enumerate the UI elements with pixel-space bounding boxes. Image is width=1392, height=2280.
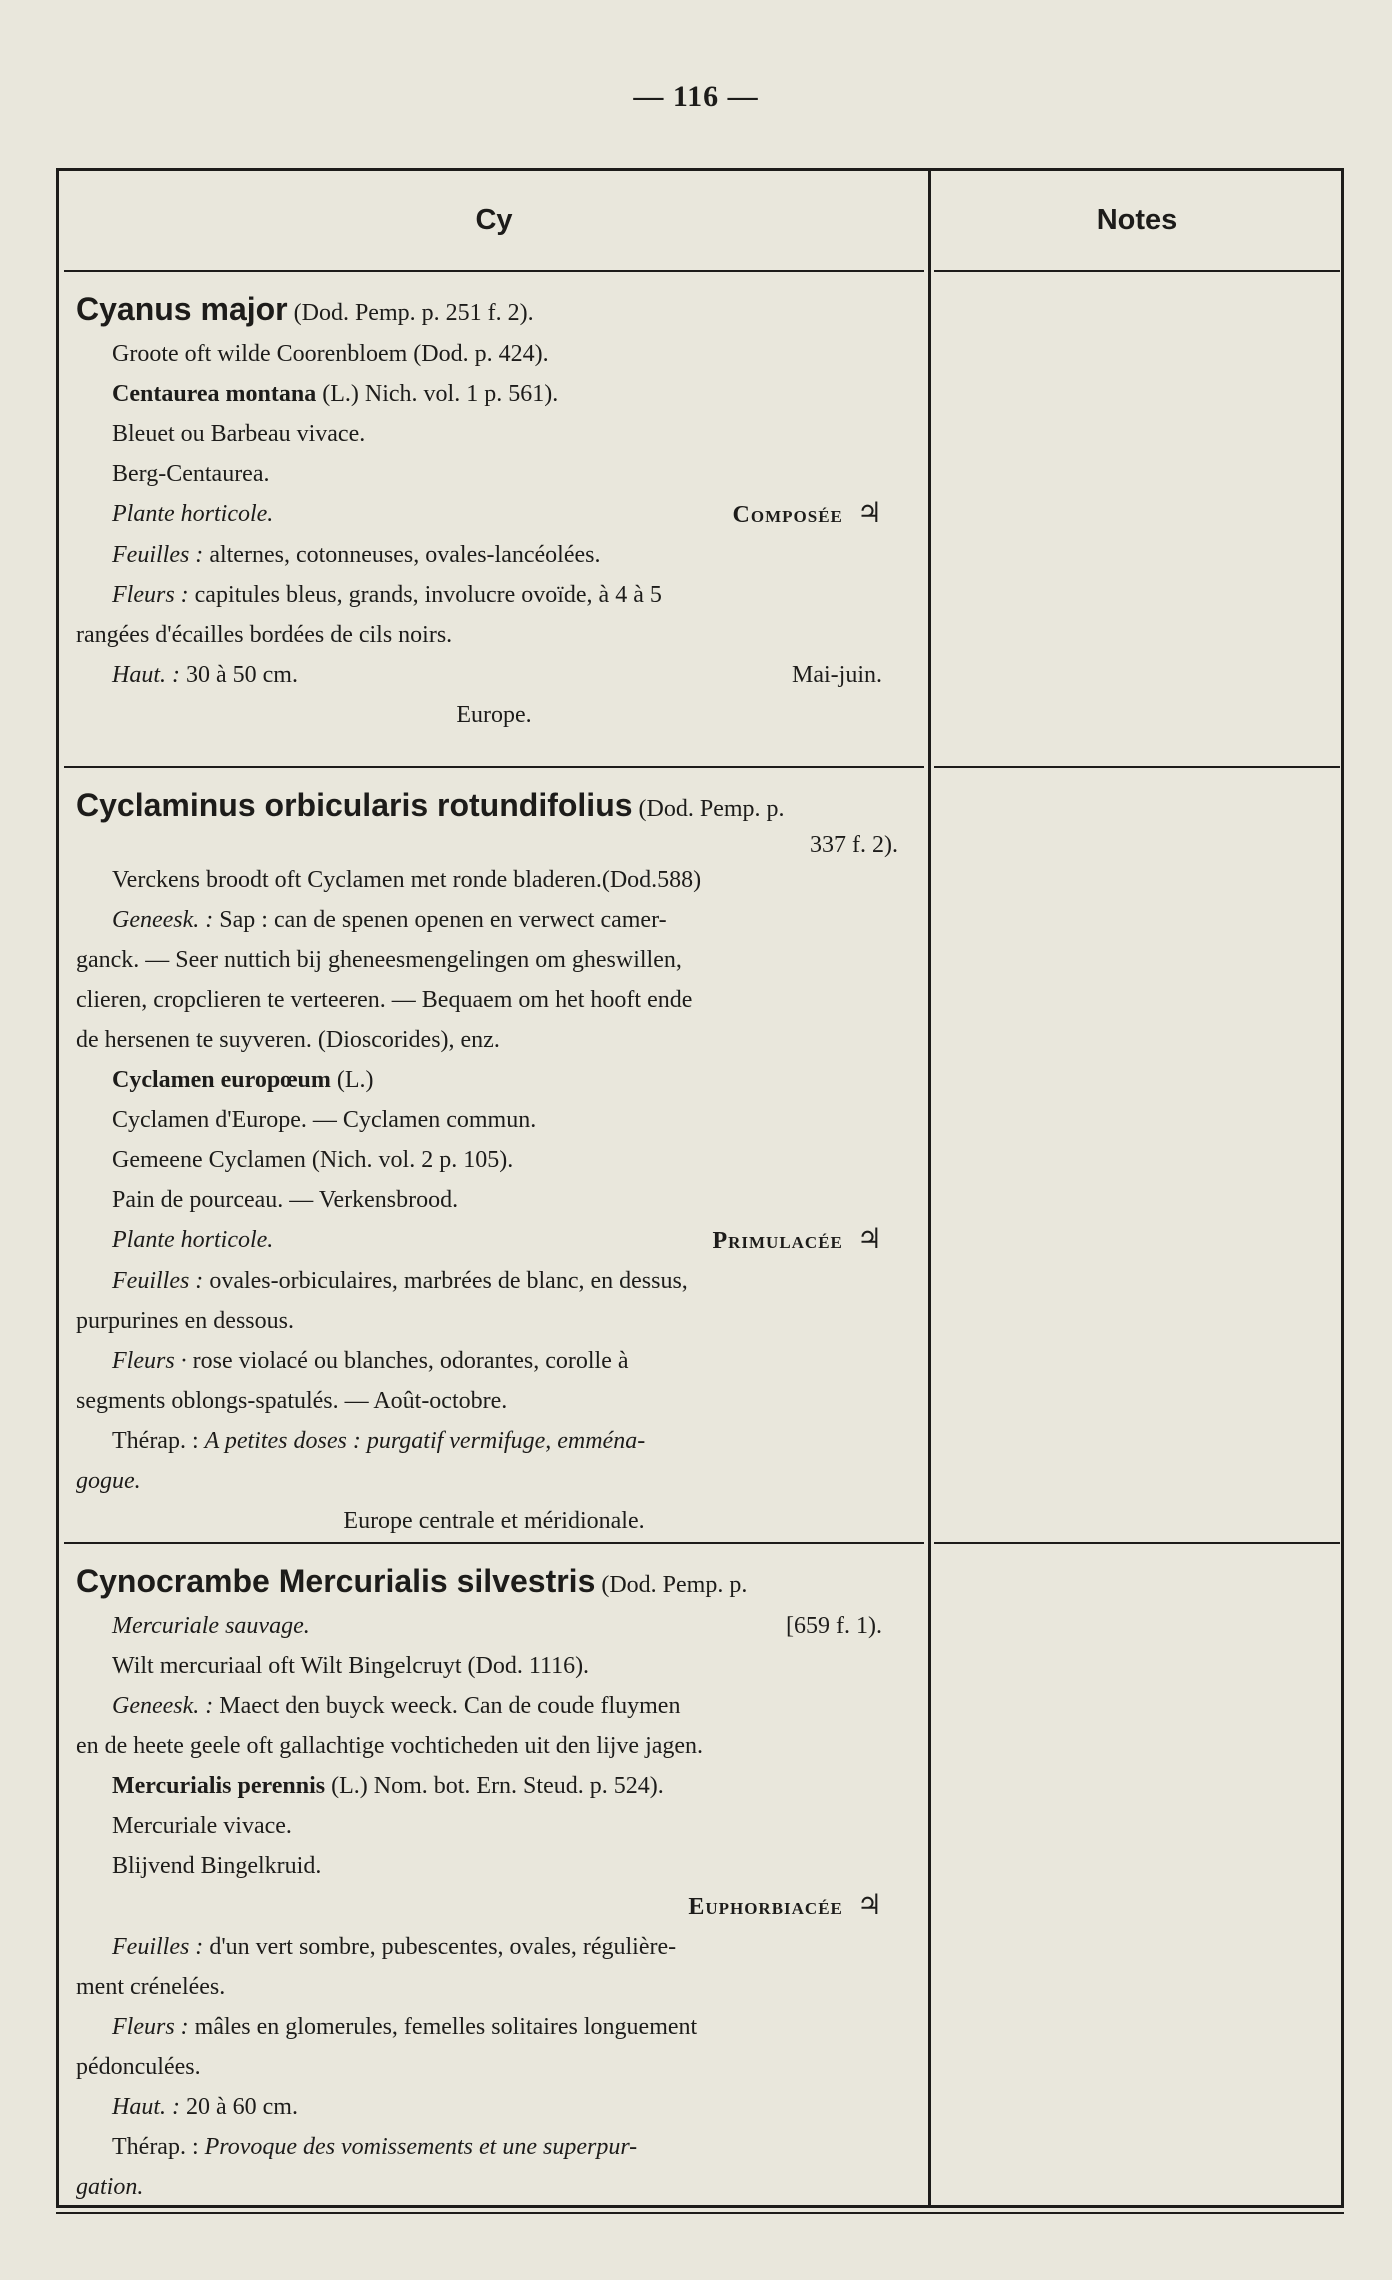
region: Europe. [456, 702, 532, 728]
dodoens-ref: (Dod. Pemp. p. 251 f. 2). [293, 300, 534, 326]
therapy-line-2: gation. [76, 2174, 144, 2200]
leaves-text: ovales-orbiculaires, marbrées de blanc, en dessus, [209, 1268, 688, 1294]
medicinal-line-2: en de heete geele oft gallachtige vochticheden uit den lijve jagen. [76, 1733, 704, 1759]
local-name: Berg-Centaurea. [112, 461, 270, 487]
medicinal-label: Geneesk. : [112, 1693, 214, 1719]
synonym-ref: (L.) Nich. vol. 1 p. 561). [322, 381, 559, 407]
entries-column [64, 170, 924, 2204]
medicinal-line-4: de hersenen te suyveren. (Dioscorides), enz. [76, 1027, 500, 1053]
height-text: 30 à 50 cm. [186, 662, 298, 688]
therapy-text: Provoque des vomissements et une superpur- [204, 2134, 638, 2160]
family-name: Euphorbiacée [688, 1894, 843, 1920]
column-header-notes: Notes [934, 170, 1340, 272]
therapy-label: Thérap. : [112, 2134, 199, 2160]
genus-name: Cynocrambe Mercurialis silvestris [76, 1563, 596, 1599]
column-header-cy: Cy [64, 170, 924, 272]
perennial-symbol: ♃ [856, 1890, 882, 1921]
medicinal-line-2: ganck. — Seer nuttich bij gheneesmengelingen om gheswillen, [76, 947, 682, 973]
perennial-symbol: ♃ [856, 1224, 882, 1255]
genus-name: Cyclaminus orbicularis rotundifolius [76, 787, 633, 823]
flowers-text: capitules bleus, grands, involucre ovoïde, à 4 à 5 [194, 582, 662, 608]
flowers-label: Fleurs : [112, 582, 189, 608]
common-name-2: Blijvend Bingelkruid. [112, 1853, 322, 1879]
height-text: 20 à 60 cm. [186, 2094, 298, 2120]
flowers-line-2: rangées d'écailles bordées de cils noirs. [76, 622, 453, 648]
therapy-line [76, 2127, 912, 2167]
entry-title [76, 1560, 912, 1606]
family-row [76, 1886, 912, 1927]
plant-type-row [76, 494, 912, 535]
height-line [76, 2087, 912, 2127]
flowers-line [76, 575, 912, 615]
medicinal-line [76, 900, 912, 940]
common-name-1: Mercuriale vivace. [112, 1813, 292, 1839]
synonym-line [76, 1060, 912, 1100]
dutch-name: Groote oft wilde Coorenbloem (Dod. p. 424). [112, 341, 549, 367]
leaves-line [76, 1261, 912, 1301]
flowers-text: mâles en glomerules, femelles solitaires longuement [194, 2014, 698, 2040]
synonym-ref: (L.) [336, 1067, 374, 1093]
leaves-label: Feuilles : [112, 1268, 204, 1294]
entry-title [76, 288, 912, 334]
genus-name: Cyanus major [76, 291, 288, 327]
flowers-label: Fleurs : [112, 2014, 189, 2040]
dutch-name: Verckens broodt oft Cyclamen met ronde bladeren.(Dod.588) [112, 867, 702, 893]
notes-cell-3 [934, 1544, 1340, 2204]
family-group [733, 494, 882, 535]
perennial-symbol: ♃ [856, 498, 882, 529]
height-row [76, 655, 912, 695]
french-name: Mercuriale sauvage. [112, 1613, 310, 1639]
leaves-line-2: ment crénelées. [76, 1974, 226, 2000]
dutch-name: Wilt mercuriaal oft Wilt Bingelcruyt (Dod. 1116). [112, 1653, 590, 1679]
medicinal-text: Maect den buyck weeck. Can de coude fluymen [219, 1693, 681, 1719]
therapy-label: Thérap. : [112, 1428, 199, 1454]
notes-cell-1 [934, 272, 1340, 768]
common-name-2: Gemeene Cyclamen (Nich. vol. 2 p. 105). [112, 1147, 514, 1173]
entry-cyanus-major [64, 272, 924, 768]
french-name: Bleuet ou Barbeau vivace. [112, 421, 366, 447]
synonym-name: Centaurea montana [112, 381, 317, 407]
dodoens-ref-cont: 337 f. 2). [810, 832, 898, 858]
synonym-ref: (L.) Nom. bot. Ern. Steud. p. 524). [331, 1773, 664, 1799]
medicinal-text: Sap : can de spenen openen en verwect camer- [219, 907, 667, 933]
flowers-line [76, 1341, 912, 1381]
flowers-line [76, 2007, 912, 2047]
column-divider [928, 168, 931, 2208]
flowering-period: Mai-juin. [792, 662, 882, 688]
leaves-text: alternes, cotonneuses, ovales-lancéolées. [209, 542, 601, 568]
plant-type: Plante horticole. [112, 1227, 274, 1253]
notes-column [934, 170, 1340, 2204]
dodoens-ref: (Dod. Pemp. p. [638, 796, 785, 822]
synonym-name: Mercurialis perennis [112, 1773, 326, 1799]
leaves-label: Feuilles : [112, 1934, 204, 1960]
plant-type-row [76, 1220, 912, 1261]
family-name: Primulacée [712, 1228, 843, 1254]
therapy-line-2: gogue. [76, 1468, 141, 1494]
leaves-line-2: purpurines en dessous. [76, 1308, 294, 1334]
synonym-line [76, 374, 912, 414]
plant-type: Plante horticole. [112, 501, 274, 527]
flowers-line-2: pédonculées. [76, 2054, 201, 2080]
medicinal-line [76, 1686, 912, 1726]
entry-cyclaminus [64, 768, 924, 1544]
flowers-text: rose violacé ou blanches, odorantes, corolle à [192, 1348, 629, 1374]
common-name-3: Pain de pourceau. — Verkensbrood. [112, 1187, 459, 1213]
entry-cynocrambe [64, 1544, 924, 2204]
family-name: Composée [732, 502, 843, 528]
frame-bottom-rule [56, 2212, 1344, 2214]
french-name-row [76, 1606, 912, 1646]
leaves-text: d'un vert sombre, pubescentes, ovales, régulière- [209, 1934, 677, 1960]
flowers-line-2: segments oblongs-spatulés. — Août-octobre. [76, 1388, 508, 1414]
region: Europe centrale et méridionale. [343, 1508, 645, 1534]
medicinal-label: Geneesk. : [112, 907, 214, 933]
medicinal-line-3: clieren, cropclieren te verteeren. — Bequaem om het hooft ende [76, 987, 693, 1013]
flowers-label: Fleurs · [112, 1348, 187, 1374]
synonym-name: Cyclamen europœum [112, 1067, 331, 1093]
height-label: Haut. : [112, 2094, 180, 2120]
therapy-line [76, 1421, 912, 1461]
entry-title [76, 784, 912, 830]
leaves-line [76, 535, 912, 575]
height-group [112, 655, 298, 695]
dodoens-ref: (Dod. Pemp. p. [601, 1572, 748, 1598]
common-name-1: Cyclamen d'Europe. — Cyclamen commun. [112, 1107, 537, 1133]
therapy-text: A petites doses : purgatif vermifuge, emména- [204, 1428, 646, 1454]
notes-cell-2 [934, 768, 1340, 1544]
dodoens-ref-cont: [659 f. 1). [786, 1613, 882, 1639]
leaves-label: Feuilles : [112, 542, 204, 568]
page-number: — 116 — [633, 80, 759, 113]
synonym-line [76, 1766, 912, 1806]
family-group [712, 1220, 882, 1261]
height-label: Haut. : [112, 662, 180, 688]
leaves-line [76, 1927, 912, 1967]
